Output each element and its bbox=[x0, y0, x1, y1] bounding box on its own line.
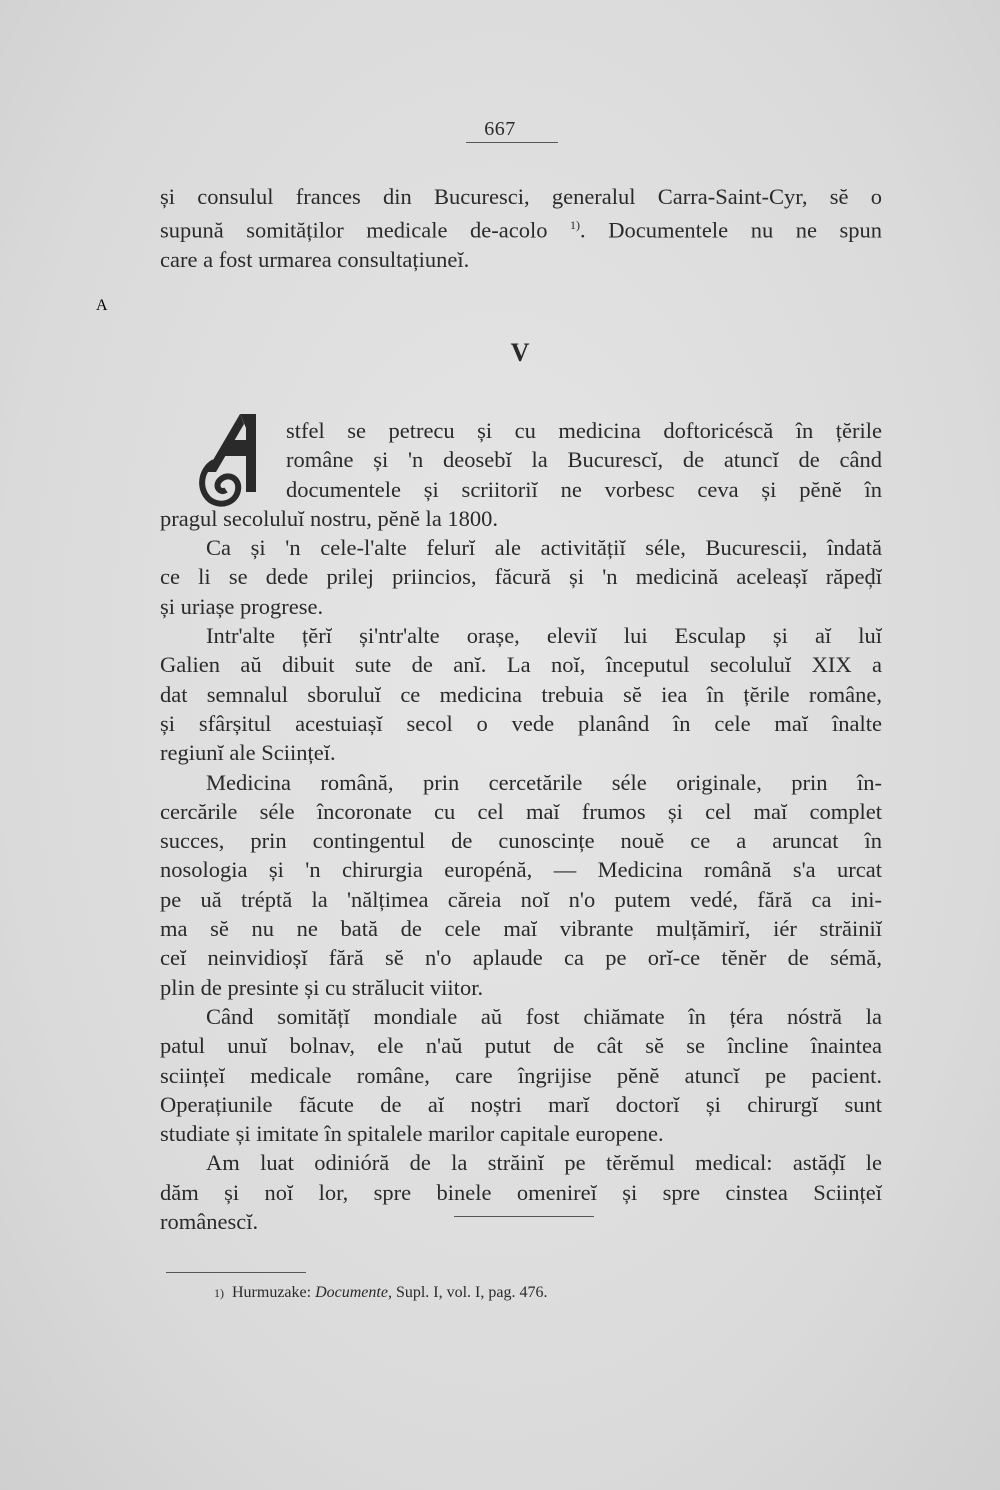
text-line: Intr'alte țĕrĭ și'ntr'alte orașe, eleviĭ lui Esculap și aĭ luĭ bbox=[206, 623, 882, 649]
footnote-author: Hurmuzake: bbox=[232, 1284, 312, 1301]
text-line: și sfârșitul acestuiașĭ secol o vede planând în cele maĭ înalte bbox=[160, 710, 882, 736]
page-number-rule bbox=[466, 142, 558, 143]
footnote-rule bbox=[166, 1272, 306, 1273]
text-segment: . Documentele nu ne spun bbox=[580, 217, 883, 243]
text-line: românescĭ. bbox=[160, 1209, 259, 1235]
footnote-reference: 1) bbox=[570, 218, 581, 233]
text-line: și consulul frances din Bucuresci, generalul Carra-Saint-Cyr, sĕ o bbox=[160, 184, 882, 209]
text-line: pragul secoluluĭ nostru, pĕnĕ la 1800. bbox=[160, 505, 499, 531]
text-line: Când somitățĭ mondiale aŭ fost chiămate în țéra nóstră la bbox=[206, 1003, 882, 1029]
text-line: nosologia și 'n chirurgia europénă, — Medicina română s'a urcat bbox=[160, 857, 882, 883]
intro-paragraph bbox=[160, 182, 882, 274]
page-number: 667 bbox=[484, 118, 516, 140]
text-line: pe uă tréptă la 'nălțimea căreia noĭ n'o putem vedé, fără ca ini- bbox=[160, 886, 882, 912]
footnote-marker: 1) bbox=[214, 1286, 224, 1300]
drop-cap-letter: A bbox=[96, 297, 108, 314]
footnote-title: Documente, bbox=[315, 1284, 392, 1301]
text-line: române și 'n deosebĭ la Bucurescĭ, de atuncĭ de când bbox=[286, 447, 882, 473]
text-line: și uriașe progrese. bbox=[160, 593, 324, 619]
text-line: studiate și imitate în spitalele marilor capitale europene. bbox=[160, 1121, 664, 1147]
text-line: care a fost urmarea consultațiuneĭ. bbox=[160, 247, 470, 273]
text-line: plin de presinte și cu strălucit viitor. bbox=[160, 974, 484, 1000]
text-line: Galien aŭ dibuit sute de anĭ. La noĭ, începutul secoluluĭ XIX a bbox=[160, 652, 882, 678]
text-line: Operațiunile făcute de aĭ noștri marĭ doctorĭ și chirurgĭ sunt bbox=[160, 1091, 882, 1117]
section-heading: V bbox=[510, 338, 530, 367]
text-line: Am luat odinióră de la străinĭ pe tĕrĕmul medical: astăḑĭ le bbox=[206, 1150, 882, 1176]
section-divider bbox=[454, 1216, 594, 1217]
footnote bbox=[214, 1284, 547, 1302]
text-line: Ca și 'n cele-l'alte felurĭ ale activitățiĭ séle, Bucurescii, îndată bbox=[206, 535, 882, 561]
text-segment: supună somităților medicale de-acolo bbox=[160, 217, 548, 243]
text-line: ce li se dede prilej priincios, făcură și 'n medicină aceleașĭ răpeḑĭ bbox=[160, 564, 882, 590]
text-line: regiunĭ ale Sciințeĭ. bbox=[160, 740, 336, 766]
main-text bbox=[160, 416, 882, 1236]
text-line: stfel se petrecu și cu medicina doftoricéscă în țĕrile bbox=[286, 418, 882, 443]
text-line: ma sĕ nu ne bată de cele maĭ vibrante mulțămirĭ, iér străiniĭ bbox=[160, 916, 882, 942]
text-line: dăm și noĭ lor, spre binele omenireĭ și spre cinstea Sciințeĭ bbox=[160, 1179, 882, 1205]
text-line: patul unuĭ bolnav, ele n'aŭ putut de cât sĕ se încline înaintea bbox=[160, 1033, 882, 1059]
text-line: ceĭ neinvidioșĭ fără sĕ n'o aplaude ca pe orĭ-ce tĕnĕr de sémă, bbox=[160, 945, 882, 971]
text-line: documentele și scriitoriĭ ne vorbesc ceva și pĕnĕ în bbox=[286, 476, 882, 502]
text-line: sciințeĭ medicale române, care îngrijise pĕnĕ atuncĭ pe pacient. bbox=[160, 1062, 882, 1088]
text-line: cercările séle încoronate cu cel maĭ frumos și cel maĭ complet bbox=[160, 798, 882, 824]
text-line: Medicina română, prin cercetările séle originale, prin în- bbox=[206, 769, 882, 795]
text-line: succes, prin contingentul de cunoscințe nouĕ ce a aruncat în bbox=[160, 828, 882, 854]
text-line: dat semnalul sboruluĭ ce medicina trebuia sĕ iea în țĕrile române, bbox=[160, 681, 882, 707]
footnote-details: Supl. I, vol. I, pag. 476. bbox=[395, 1284, 548, 1301]
text-line bbox=[160, 211, 882, 245]
